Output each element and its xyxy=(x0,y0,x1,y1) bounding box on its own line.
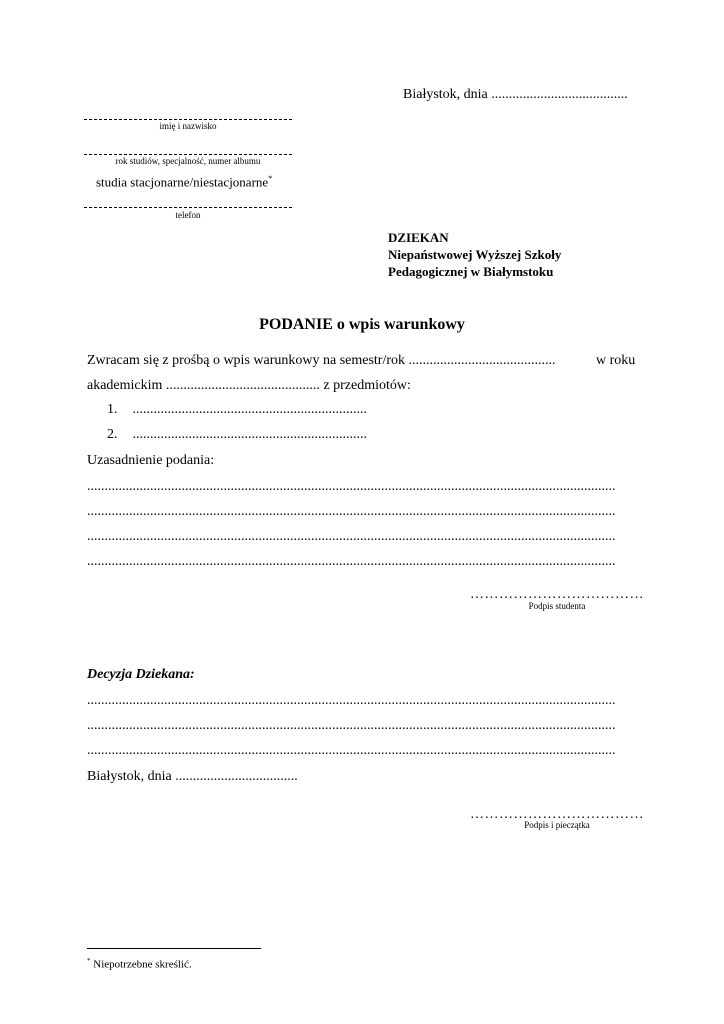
decision-date-line: Białystok, dnia ................................... xyxy=(87,769,298,784)
addressee xyxy=(388,229,561,280)
subject-dots: ................................................................... xyxy=(132,402,367,417)
footnote-separator xyxy=(87,948,261,949)
study-mode-mark: * xyxy=(268,174,273,183)
dean-signature-line: ……………………………… xyxy=(470,807,644,822)
document-title: PODANIE o wpis warunkowy xyxy=(259,316,465,333)
subject-item xyxy=(107,402,367,418)
subject-dots: ................................................................... xyxy=(132,427,367,442)
addressee-line2: Niepaństwowej Wyższej Szkoły xyxy=(388,247,562,262)
footnote xyxy=(87,957,192,971)
request-line1-left: Zwracam się z prośbą o wpis warunkowy na semestr/rok .......................................... xyxy=(87,353,556,368)
study-label: rok studiów, specjalność, numer albumu xyxy=(115,156,261,166)
subject-number: 1. xyxy=(107,402,118,417)
study-mode-text: studia stacjonarne/niestacjonarne xyxy=(96,174,269,190)
student-signature-label: Podpis studenta xyxy=(528,601,586,611)
subject-number: 2. xyxy=(107,427,118,442)
footnote-text: Niepotrzebne skreślić. xyxy=(90,958,192,971)
decision-label: Decyzja Dziekana: xyxy=(87,667,195,682)
study-mode xyxy=(96,174,272,190)
decision-line: ....................................................................................................................................................... xyxy=(87,743,616,758)
study-dotted-line xyxy=(84,154,292,155)
name-dotted-line xyxy=(84,119,292,120)
dean-signature-label: Podpis i pieczątka xyxy=(524,820,590,830)
date-line: Białystok, dnia ....................................... xyxy=(403,87,628,102)
justification-line: ....................................................................................................................................................... xyxy=(87,479,616,494)
decision-line: ....................................................................................................................................................... xyxy=(87,693,616,708)
request-line1-right: w roku xyxy=(596,353,636,368)
justification-line: ....................................................................................................................................................... xyxy=(87,529,616,544)
justification-label: Uzasadnienie podania: xyxy=(87,453,215,468)
decision-line: ....................................................................................................................................................... xyxy=(87,718,616,733)
addressee-line1: DZIEKAN xyxy=(388,230,449,245)
footnote-mark: * xyxy=(87,957,91,965)
subject-item xyxy=(107,427,367,443)
phone-label: telefon xyxy=(175,210,201,220)
justification-line: ....................................................................................................................................................... xyxy=(87,504,616,519)
name-label: imię i nazwisko xyxy=(159,121,217,131)
request-line2: akademickim ............................................ z przedmiotów: xyxy=(87,378,411,393)
student-signature-line: ……………………………… xyxy=(470,587,644,602)
phone-dotted-line xyxy=(84,207,292,208)
justification-line: ....................................................................................................................................................... xyxy=(87,554,616,569)
addressee-line3: Pedagogicznej w Białymstoku xyxy=(388,264,554,279)
